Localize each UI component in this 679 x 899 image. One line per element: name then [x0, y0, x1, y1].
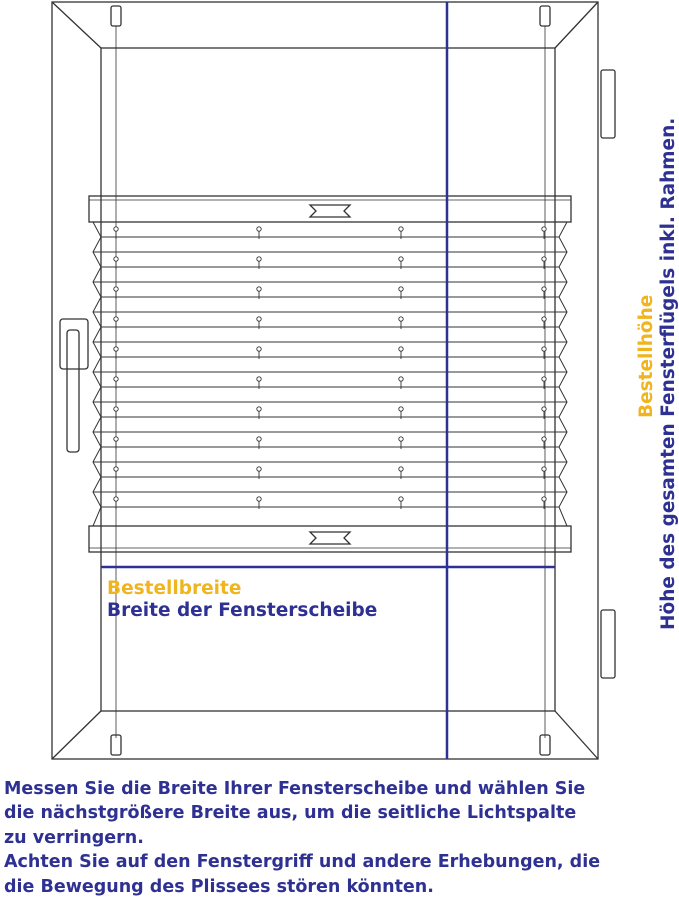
blind-top-rail [89, 196, 571, 222]
instruction-line: Achten Sie auf den Fenstergriff und andere Erhebungen, die [4, 852, 601, 873]
eyelet-stems [116, 231, 544, 509]
measuring-instructions [4, 777, 676, 899]
instruction-line: die Bewegung des Plissees stören könnten. [4, 876, 434, 897]
hinge-top [601, 70, 615, 138]
hinge-bottom [601, 610, 615, 678]
frame-corner-tl [52, 2, 101, 48]
order-width-label: Bestellbreite [107, 578, 242, 599]
window-handle [60, 319, 88, 452]
blind-pleats [93, 222, 567, 526]
frame-corner-tr [555, 2, 598, 48]
frame-corner-br [555, 711, 598, 759]
top-rail-grip [310, 205, 350, 217]
window-outer-frame [52, 2, 598, 759]
instruction-line: die nächstgrößere Breite aus, um die seitliche Lichtspalte [4, 803, 577, 824]
cord-holder-top-left [111, 6, 121, 26]
cord-eyelets [114, 227, 546, 501]
bottom-rail-grip [310, 532, 350, 544]
pane-width-label: Breite der Fensterscheibe [107, 600, 378, 621]
order-height-label: Bestellhöhe [636, 294, 657, 418]
instruction-line: Messen Sie die Breite Ihrer Fensterscheibe und wählen Sie [4, 779, 586, 799]
instruction-line: zu verringern. [4, 827, 144, 848]
frame-height-label: Höhe des gesamten Fensterflügels inkl. Rahmen. [658, 117, 679, 630]
blind-bottom-rail [89, 526, 571, 552]
frame-corner-bl [52, 711, 101, 759]
cord-holder-top-right [540, 6, 550, 26]
